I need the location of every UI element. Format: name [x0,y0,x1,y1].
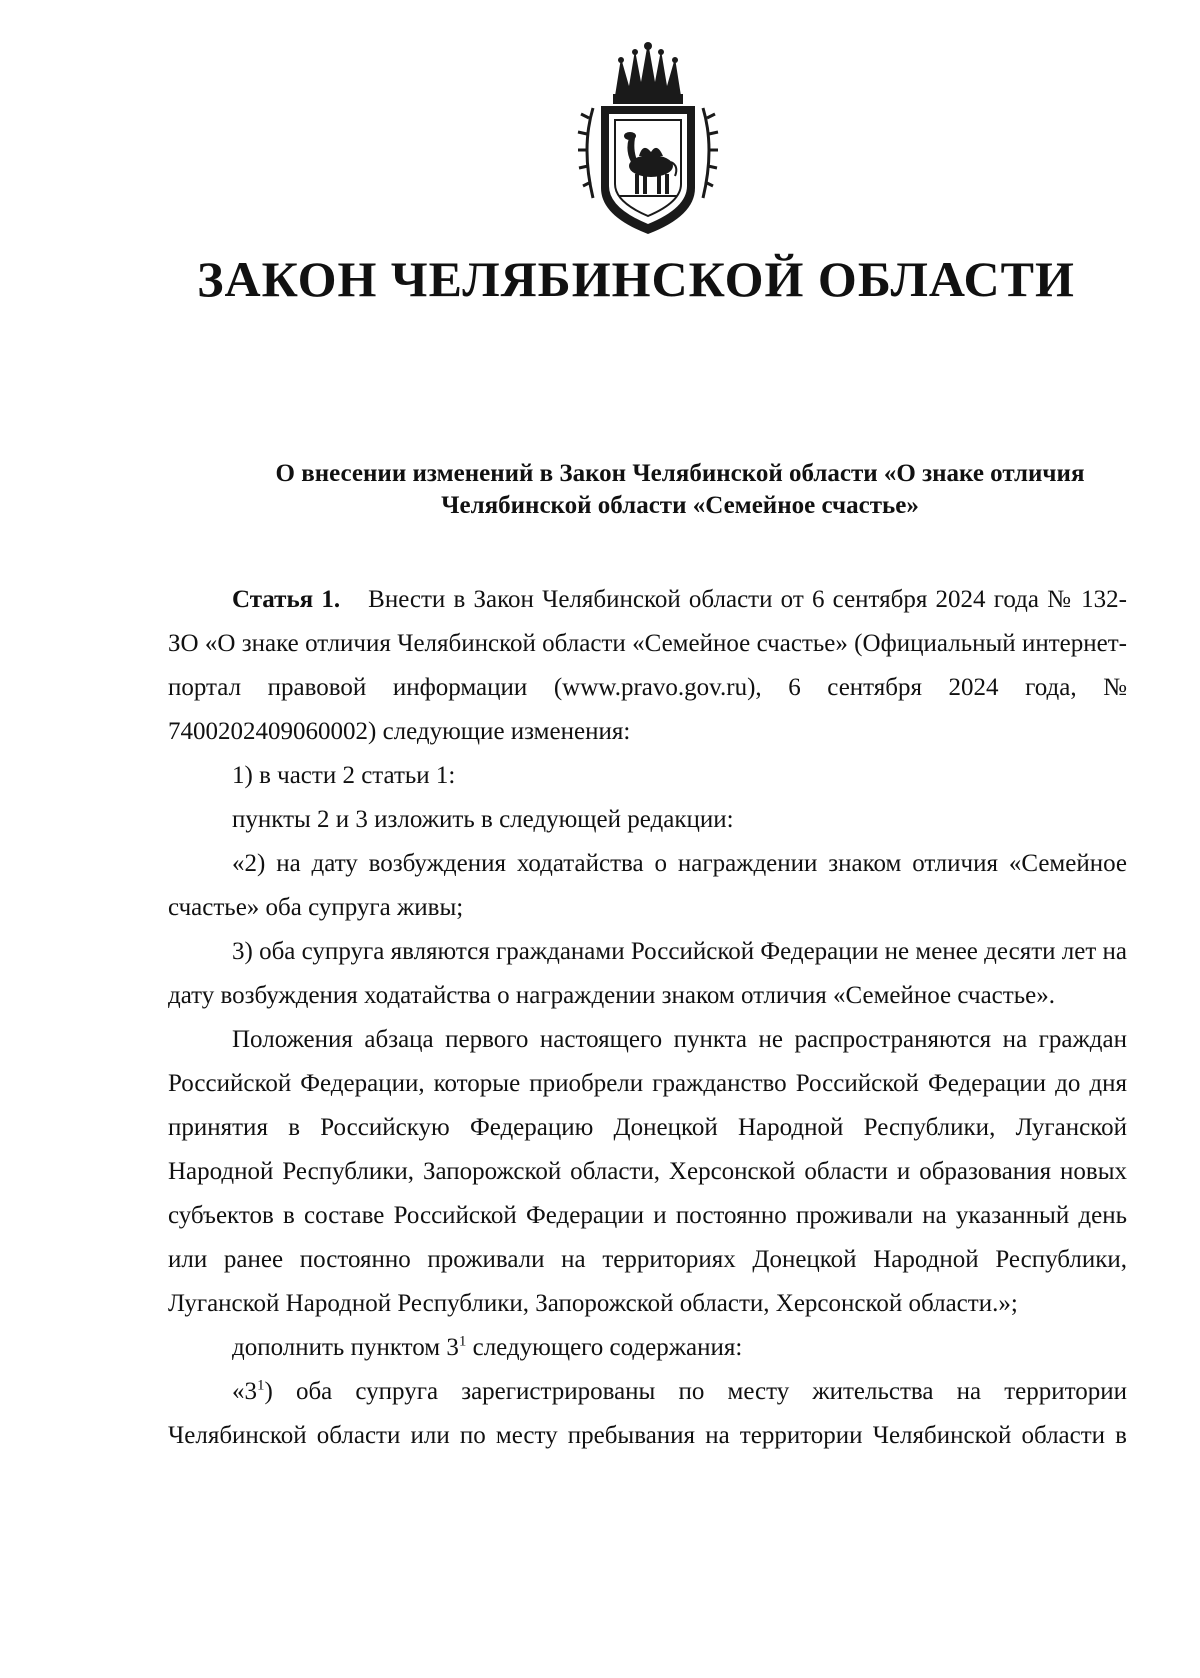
paragraph-1: 1) в части 2 статьи 1: [232,762,456,789]
article-1-paragraph [168,578,1127,754]
paragraph-3: «2) на дату возбуждения ходатайства о награждении знаком отличия «Семейное счастье» оба супруга живы; [168,850,1127,921]
superscript: 1 [257,1377,265,1394]
law-subtitle [250,458,1110,522]
coat-of-arms-emblem [563,38,733,238]
article-1-text: Внести в Закон Челябинской области от 6 сентября 2024 года № 132-ЗО «О знаке отличия Челябинской области «Семейное счастье» (Официальный интернет-портал правовой информации (www.pravo.gov.ru), 6 сентября 2024 года, № 7400202409060002) следующие изменения: [168,586,1127,745]
paragraph-2: пункты 2 и 3 изложить в следующей редакции: [232,806,734,833]
subtitle-line-1: О внесении изменений в Закон Челябинской области «О знаке отличия [275,460,1085,487]
law-title: ЗАКОН ЧЕЛЯБИНСКОЙ ОБЛАСТИ [197,251,1075,307]
paragraph-7: «$3^1$) оба супруга зарегистрированы по месту жительства на территории Челябинской области или по месту пребывания на территории Челябинской области в [168,1377,1127,1449]
article-label: Статья 1. [232,586,341,613]
superscript: 1 [458,1333,467,1350]
document-body [168,578,1127,1458]
paragraph-4: 3) оба супруга являются гражданами Российской Федерации не менее десяти лет на дату возбуждения ходатайства о награждении знаком отличия «Семейное счастье». [168,938,1127,1009]
subtitle-line-2: Челябинской области «Семейное счастье» [441,492,919,519]
paragraph-5: Положения абзаца первого настоящего пункта не распространяются на граждан Российской Федерации, которые приобрели гражданство Российской Федерации до дня принятия в Российскую Федерацию Донецкой Народной Республики, Луганской Народной Республики, Запорожской области, Херсонской области и образования новых субъектов в составе Российской Федерации и постоянно проживали на указанный день или ранее постоянно проживали на территориях Донецкой Народной Республики, Луганской Народной Республики, Запорожской области, Херсонской области.»; [168,1026,1127,1317]
paragraph-6: дополнить пунктом $3^1$ следующего содержания: [232,1333,743,1361]
